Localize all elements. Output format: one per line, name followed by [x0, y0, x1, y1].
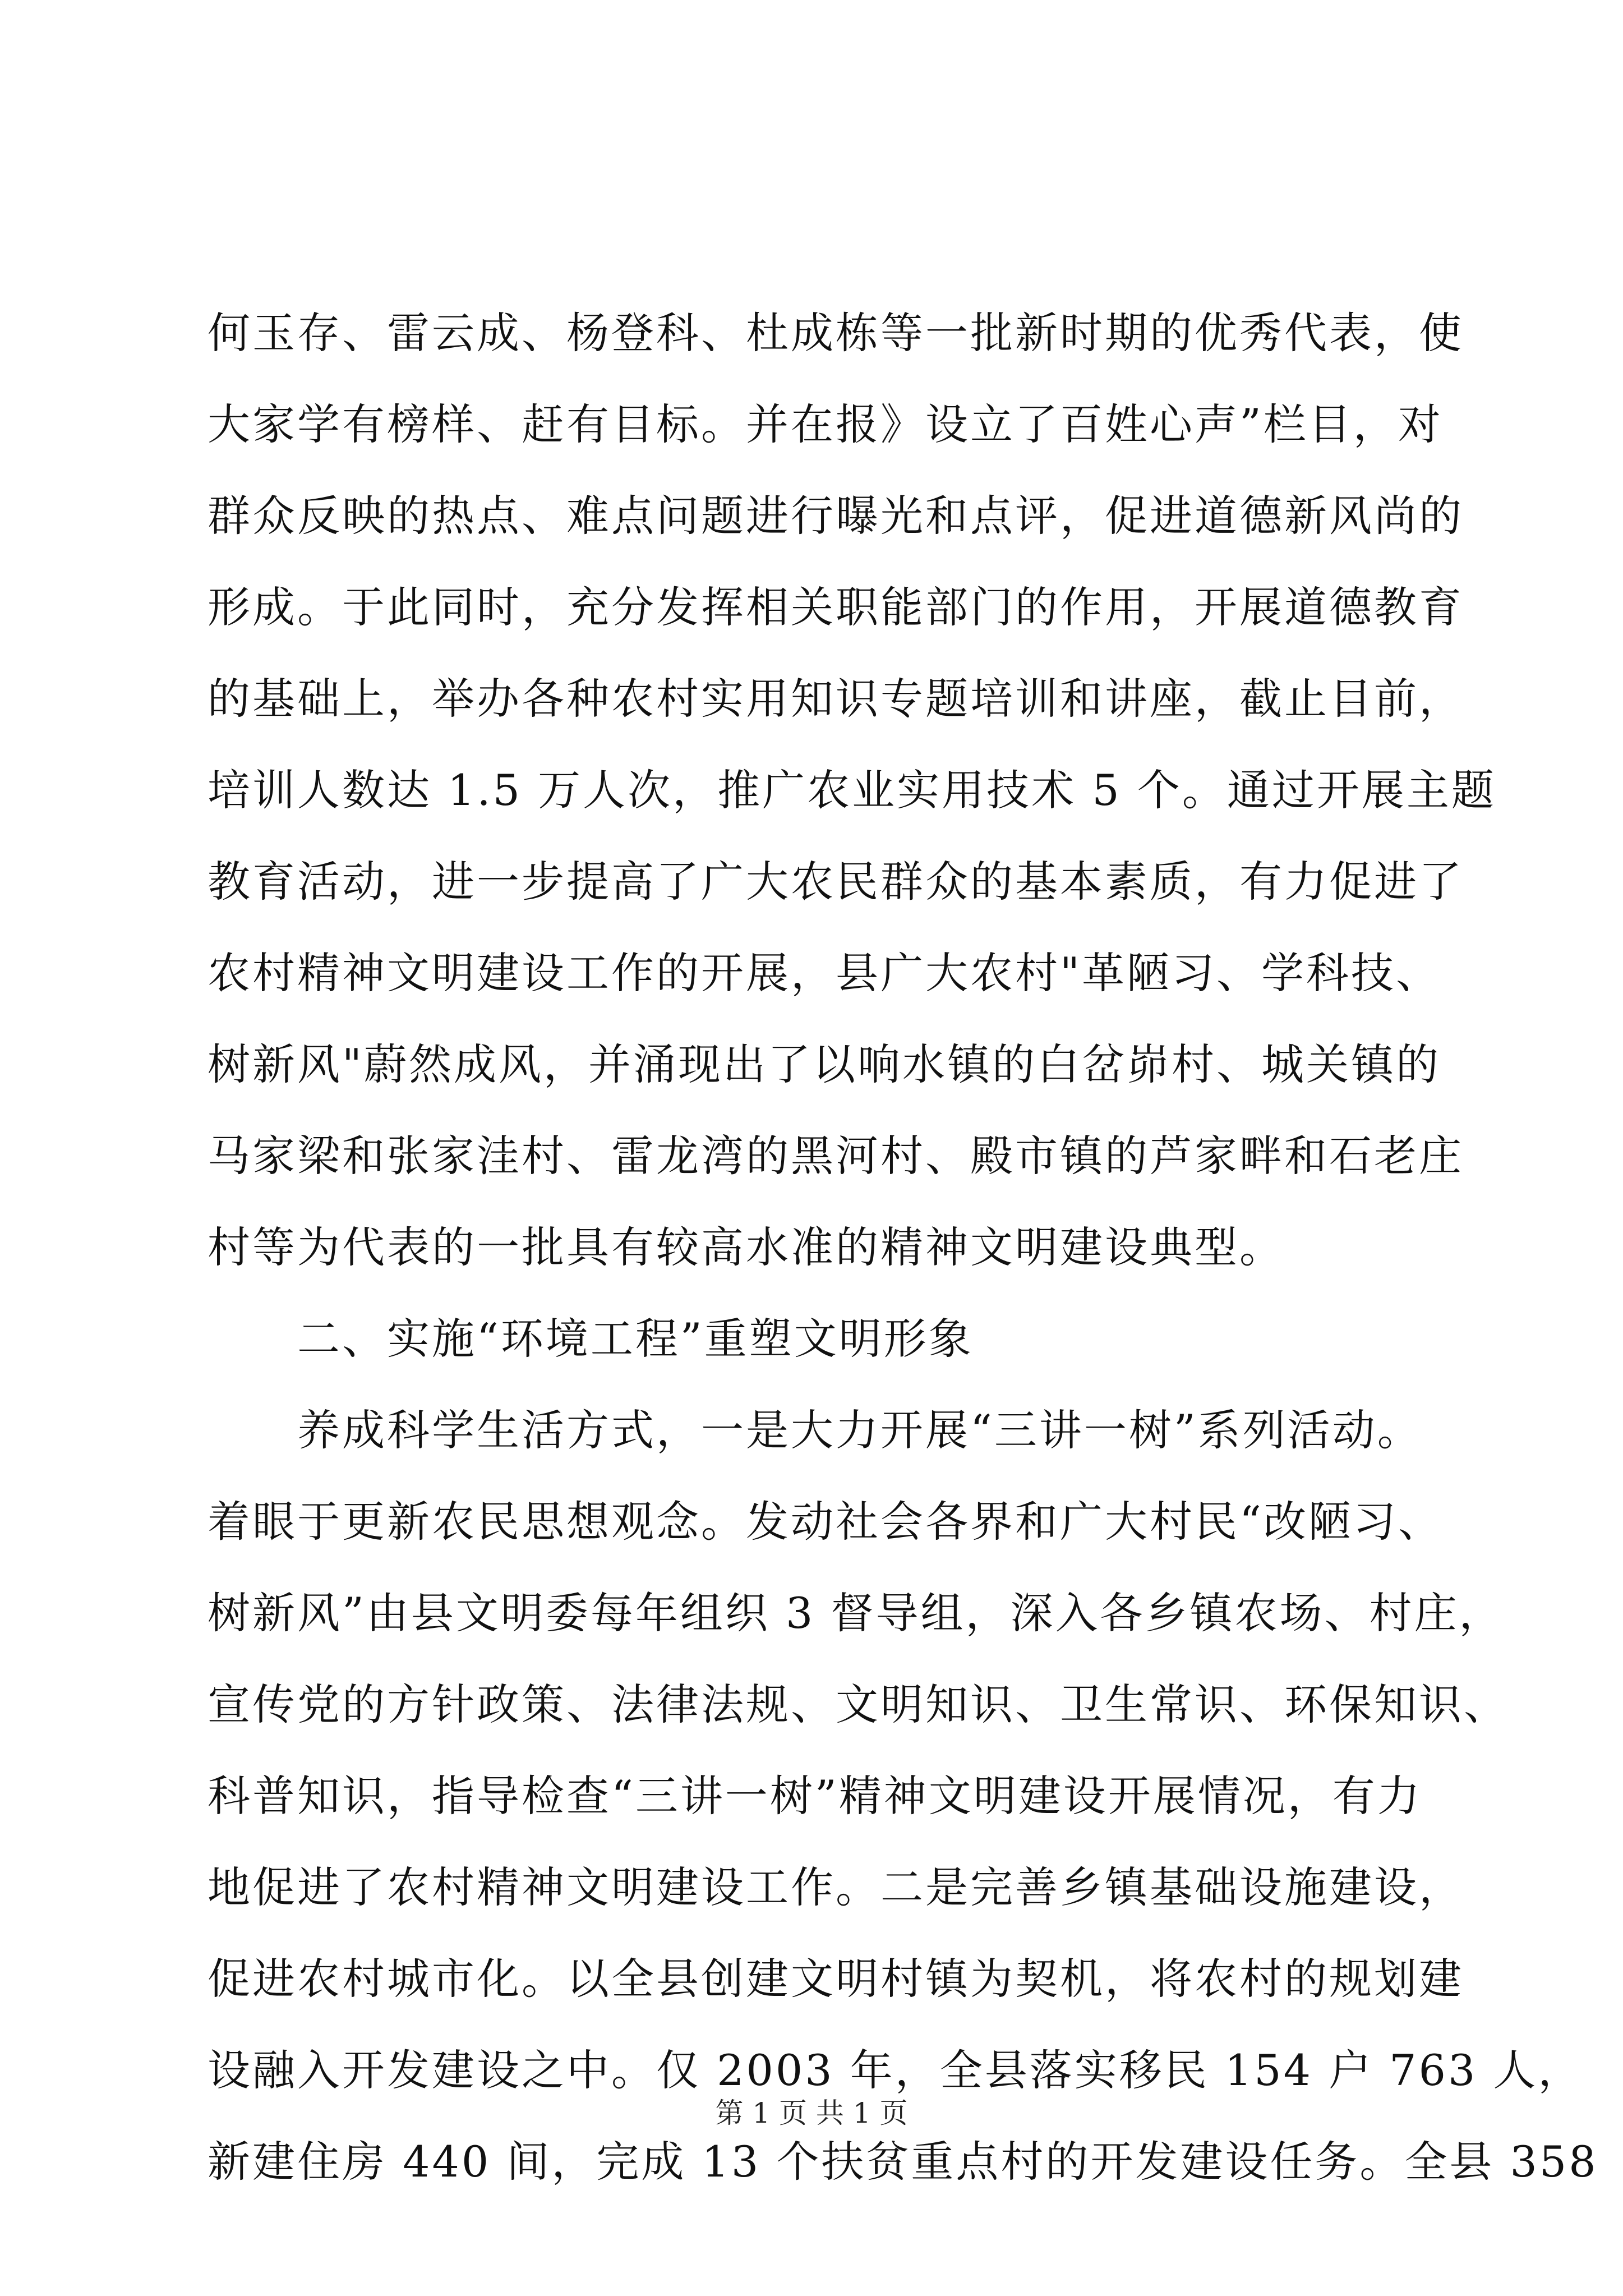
body-line-9: 树新风"蔚然成风，并涌现出了以响水镇的白岔峁村、城关镇的 — [208, 1039, 1441, 1089]
body-line-20: 设融入开发建设之中。仅 2003 年，全县落实移民 154 户 763 人， — [208, 2045, 1583, 2095]
body-line-5: 的基础上，举办各种农村实用知识专题培训和讲座，截止目前， — [208, 674, 1464, 724]
body-line-16: 宣传党的方针政策、法律法规、文明知识、卫生常识、环保知识、 — [208, 1680, 1509, 1729]
document-body — [208, 287, 1598, 2207]
body-line-10: 马家梁和张家洼村、雷龙湾的黑河村、殿市镇的芦家畔和石老庄 — [208, 1131, 1464, 1181]
body-line-3: 群众反映的热点、难点问题进行曝光和点评，促进道德新风尚的 — [208, 491, 1464, 541]
body-line-17: 科普知识，指导检查“三讲一树”精神文明建设开展情况，有力 — [208, 1771, 1422, 1821]
body-line-7: 教育活动，进一步提高了广大农民群众的基本素质，有力促进了 — [208, 857, 1464, 907]
page-number-footer: 第 1 页 共 1 页 — [715, 2097, 908, 2129]
section-heading: 二、实施“环境工程”重塑文明形象 — [297, 1314, 974, 1364]
body-line-8: 农村精神文明建设工作的开展，县广大农村"革陋习、学科技、 — [208, 948, 1441, 998]
body-line-4: 形成。于此同时，充分发挥相关职能部门的作用，开展道德教育 — [208, 582, 1464, 632]
body-line-6: 培训人数达 1.5 万人次，推广农业实用技术 5 个。通过开展主题 — [208, 765, 1496, 815]
body-line-19: 促进农村城市化。以全县创建文明村镇为契机，将农村的规划建 — [208, 1954, 1464, 2004]
paragraph-first-line: 养成科学生活方式，一是大力开展“三讲一树”系列活动。 — [297, 1405, 1422, 1455]
body-line-18: 地促进了农村精神文明建设工作。二是完善乡镇基础设施建设， — [208, 1862, 1464, 1912]
body-line-11: 村等为代表的一批具有较高水准的精神文明建设典型。 — [208, 1222, 1284, 1272]
body-line-21: 新建住房 440 间，完成 13 个扶贫重点村的开发建设任务。全县 358 — [208, 2137, 1598, 2187]
body-line-2: 大家学有榜样、赶有目标。并在报》设立了百姓心声”栏目，对 — [208, 399, 1443, 449]
body-line-15: 树新风”由县文明委每年组织 3 督导组，深入各乡镇农场、村庄， — [208, 1588, 1504, 1638]
body-line-14: 着眼于更新农民思想观念。发动社会各界和广大村民“改陋习、 — [208, 1497, 1443, 1547]
body-line-1: 何玉存、雷云成、杨登科、杜成栋等一批新时期的优秀代表，使 — [208, 308, 1464, 358]
